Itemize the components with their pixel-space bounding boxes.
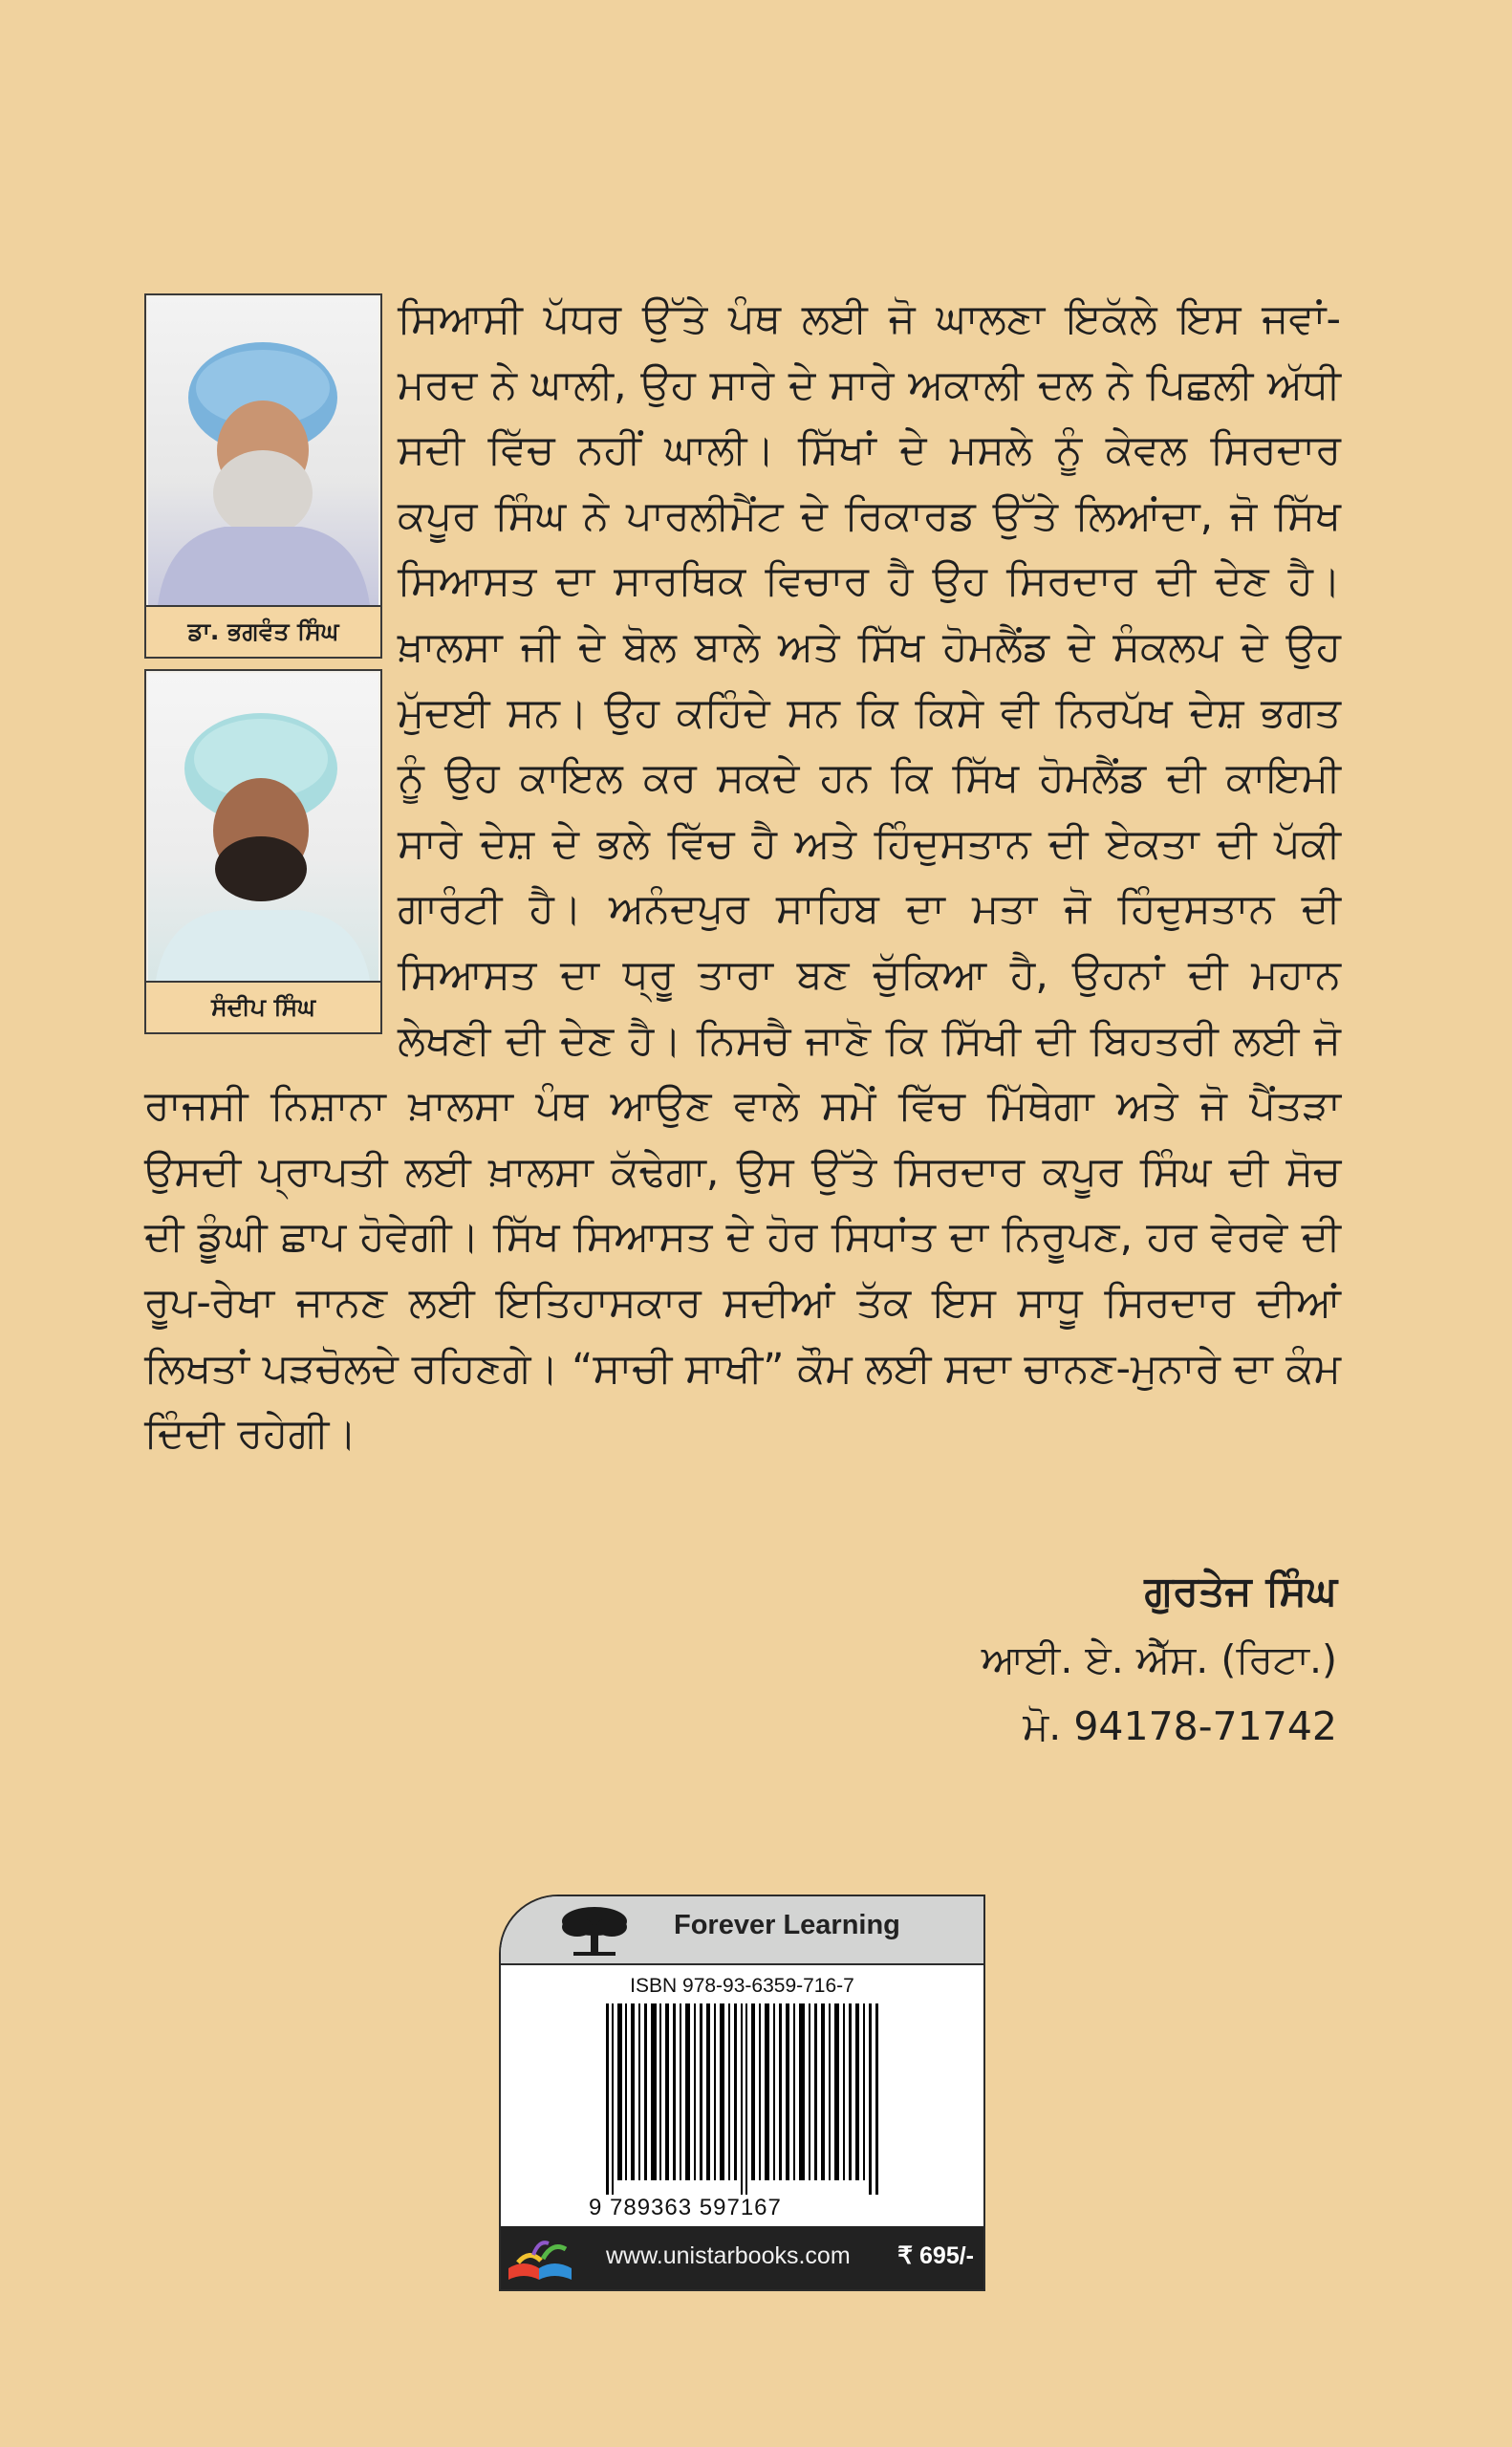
isbn-label: ISBN 978-93-6359-716-7	[630, 1975, 854, 1997]
book-price: ₹ 695/-	[897, 2242, 974, 2269]
blurb-paragraph	[144, 287, 1341, 1467]
author-caption-1: ਡਾ. ਭਗਵੰਤ ਸਿੰਘ	[146, 605, 380, 657]
author-caption-2: ਸੰਦੀਪ ਸਿੰਘ	[146, 981, 380, 1032]
publisher-tagline: Forever Learning	[674, 1910, 900, 1940]
signature-name: ਗੁਰਤੇਜ ਸਿੰਘ	[1144, 1568, 1337, 1615]
barcode-digits: 9 789363 597167	[589, 2195, 782, 2220]
barcode-bars	[606, 2003, 883, 2195]
publisher-website: www.unistarbooks.com	[606, 2242, 851, 2269]
photo-column-spacer	[144, 287, 398, 1037]
publisher-footer	[501, 2226, 983, 2289]
publisher-header	[501, 1896, 983, 1965]
signature-role: ਆਈ. ਏ. ਐੱਸ. (ਰਿਟਾ.)	[981, 1636, 1337, 1682]
tree-icon	[556, 1902, 633, 1960]
barcode-box	[499, 1895, 985, 2291]
signature-phone: ਮੋ. 94178-71742	[1023, 1703, 1337, 1749]
book-logo-icon	[505, 2230, 577, 2285]
blurb-text: ਸਿਆਸੀ ਪੱਧਰ ਉੱਤੇ ਪੰਥ ਲਈ ਜੋ ਘਾਲਣਾ ਇਕੱਲੇ ਇਸ ਜਵਾਂ-ਮਰਦ ਨੇ ਘਾਲੀ, ਉਹ ਸਾਰੇ ਦੇ ਸਾਰੇ ਅਕਾਲੀ ਦਲ ਨੇ ਪਿਛਲੀ ਅੱਧੀ ਸਦੀ ਵਿੱਚ ਨਹੀਂ ਘਾਲੀ। ਸਿੱਖਾਂ ਦੇ ਮਸਲੇ ਨੂੰ ਕੇਵਲ ਸਿਰਦਾਰ ਕਪੂਰ ਸਿੰਘ ਨੇ ਪਾਰਲੀਮੈਂਟ ਦੇ ਰਿਕਾਰਡ ਉੱਤੇ ਲਿਆਂਦਾ, ਜੋ ਸਿੱਖ ਸਿਆਸਤ ਦਾ ਸਾਰਥਿਕ ਵਿਚਾਰ ਹੈ ਉਹ ਸਿਰਦਾਰ ਦੀ ਦੇਣ ਹੈ। ਖ਼ਾਲਸਾ ਜੀ ਦੇ ਬੋਲ ਬਾਲੇ ਅਤੇ ਸਿੱਖ ਹੋਮਲੈਂਡ ਦੇ ਸੰਕਲਪ ਦੇ ਉਹ ਮੁੱਦਈ ਸਨ। ਉਹ ਕਹਿੰਦੇ ਸਨ ਕਿ ਕਿਸੇ ਵੀ ਨਿਰਪੱਖ ਦੇਸ਼ ਭਗਤ ਨੂੰ ਉਹ ਕਾਇਲ ਕਰ ਸਕਦੇ ਹਨ ਕਿ ਸਿੱਖ ਹੋਮਲੈਂਡ ਦੀ ਕਾਇਮੀ ਸਾਰੇ ਦੇਸ਼ ਦੇ ਭਲੇ ਵਿੱਚ ਹੈ ਅਤੇ ਹਿੰਦੁਸਤਾਨ ਦੀ ਏਕਤਾ ਦੀ ਪੱਕੀ ਗਾਰੰਟੀ ਹੈ। ਅਨੰਦਪੁਰ ਸਾਹਿਬ ਦਾ ਮਤਾ ਜੋ ਹਿੰਦੁਸਤਾਨ ਦੀ ਸਿਆਸਤ ਦਾ ਧ੍ਰੂ ਤਾਰਾ ਬਣ ਚੁੱਕਿਆ ਹੈ, ਉਹਨਾਂ ਦੀ ਮਹਾਨ ਲੇਖਣੀ ਦੀ ਦੇਣ ਹੈ। ਨਿਸਚੈ ਜਾਣੋ ਕਿ ਸਿੱਖੀ ਦੀ ਬਿਹਤਰੀ ਲਈ ਜੋ ਰਾਜਸੀ ਨਿਸ਼ਾਨਾ ਖ਼ਾਲਸਾ ਪੰਥ ਆਉਣ ਵਾਲੇ ਸਮੇਂ ਵਿੱਚ ਮਿੱਥੇਗਾ ਅਤੇ ਜੋ ਪੈਂਤੜਾ ਉਸਦੀ ਪ੍ਰਾਪਤੀ ਲਈ ਖ਼ਾਲਸਾ ਕੱਢੇਗਾ, ਉਸ ਉੱਤੇ ਸਿਰਦਾਰ ਕਪੂਰ ਸਿੰਘ ਦੀ ਸੋਚ ਦੀ ਡੂੰਘੀ ਛਾਪ ਹੋਵੇਗੀ। ਸਿੱਖ ਸਿਆਸਤ ਦੇ ਹੋਰ ਸਿਧਾਂਤ ਦਾ ਨਿਰੂਪਣ, ਹਰ ਵੇਰਵੇ ਦੀ ਰੂਪ-ਰੇਖਾ ਜਾਨਣ ਲਈ ਇਤਿਹਾਸਕਾਰ ਸਦੀਆਂ ਤੱਕ ਇਸ ਸਾਧੂ ਸਿਰਦਾਰ ਦੀਆਂ ਲਿਖਤਾਂ ਪੜਚੋਲਦੇ ਰਹਿਣਗੇ। “ਸਾਚੀ ਸਾਖੀ” ਕੌਮ ਲਈ ਸਦਾ ਚਾਨਣ-ਮੁਨਾਰੇ ਦਾ ਕੰਮ ਦਿੰਦੀ ਰਹੇਗੀ।	[144, 295, 1341, 1459]
